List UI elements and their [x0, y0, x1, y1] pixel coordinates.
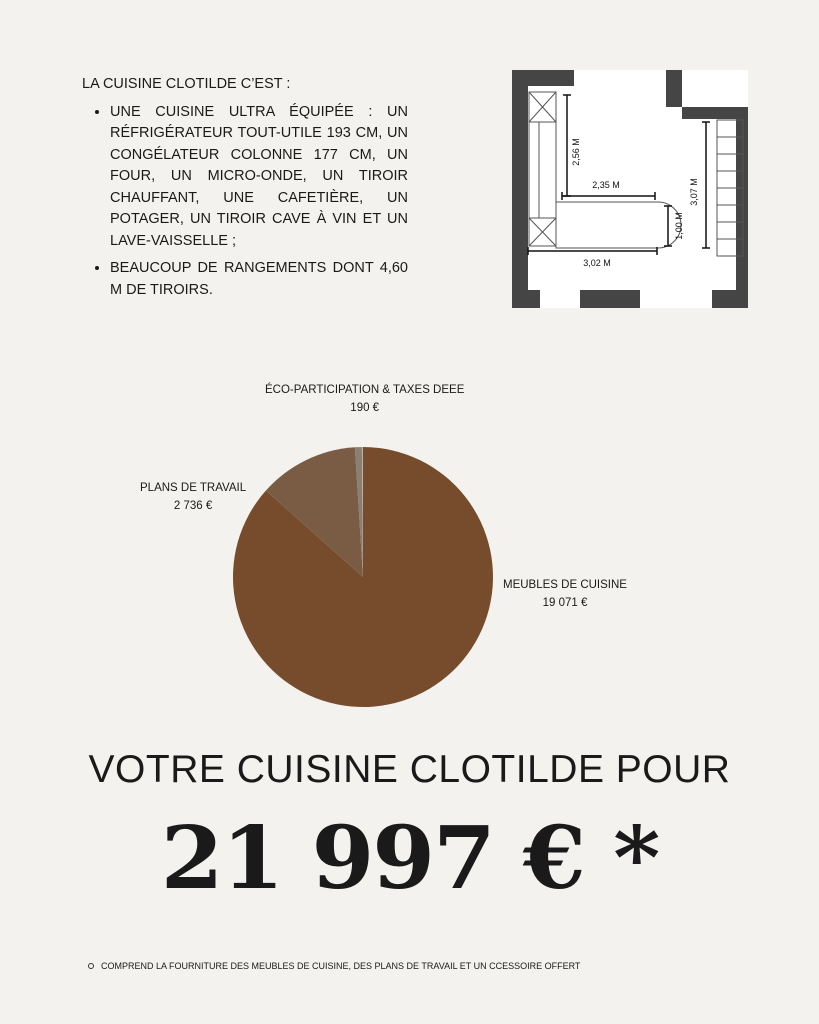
intro-title: LA CUISINE CLOTILDE C’EST :	[82, 76, 291, 92]
dim-left-vertical: 2,56 M	[571, 138, 581, 166]
pie-label-eco	[265, 381, 464, 417]
dim-bottom-horizontal: 3,02 M	[583, 258, 611, 268]
eco-value: 190 €	[350, 402, 380, 414]
feature-item-storage: • BEAUCOUP DE RANGEMENTS DONT 4,60 M DE TIROIRS.	[110, 258, 408, 301]
pie-label-plans	[140, 479, 246, 515]
feature-item-equipment: • UNE CUISINE ULTRA ÉQUIPÉE : UN RÉFRIGÉRATEUR TOUT-UTILE 193 CM, UN CONGÉLATEUR COLONNE 177 CM, UN FOUR, UN MICRO-ONDE, UN TIROIR CHAUFFANT, UNE CAFETIÈRE, UN POTAGER, UN TIROIR CAVE À VIN ET UN LAVE-VAISSELLE ;	[110, 102, 408, 253]
headline: VOTRE CUISINE CLOTILDE POUR	[88, 748, 731, 791]
plans-value: 2 736 €	[173, 500, 213, 512]
meubles-label: MEUBLES DE CUISINE	[503, 579, 627, 591]
dim-inner-horizontal: 2,35 M	[592, 180, 620, 190]
footnote-bullet-icon	[88, 963, 94, 969]
plans-label: PLANS DE TRAVAIL	[140, 482, 247, 494]
price: 21 997 € *	[160, 808, 659, 909]
footnote	[88, 961, 580, 971]
dim-island-vertical: 1,00 M	[674, 212, 684, 240]
pie-label-meubles	[503, 576, 627, 612]
meubles-value: 19 071 €	[542, 597, 588, 609]
dim-right-vertical: 3,07 M	[689, 178, 699, 206]
eco-label: ÉCO-PARTICIPATION & TAXES DEEE	[265, 384, 465, 396]
footnote-text: COMPREND LA FOURNITURE DES MEUBLES DE CUISINE, DES PLANS DE TRAVAIL ET UN CCESSOIRE OFFERT	[101, 961, 581, 971]
